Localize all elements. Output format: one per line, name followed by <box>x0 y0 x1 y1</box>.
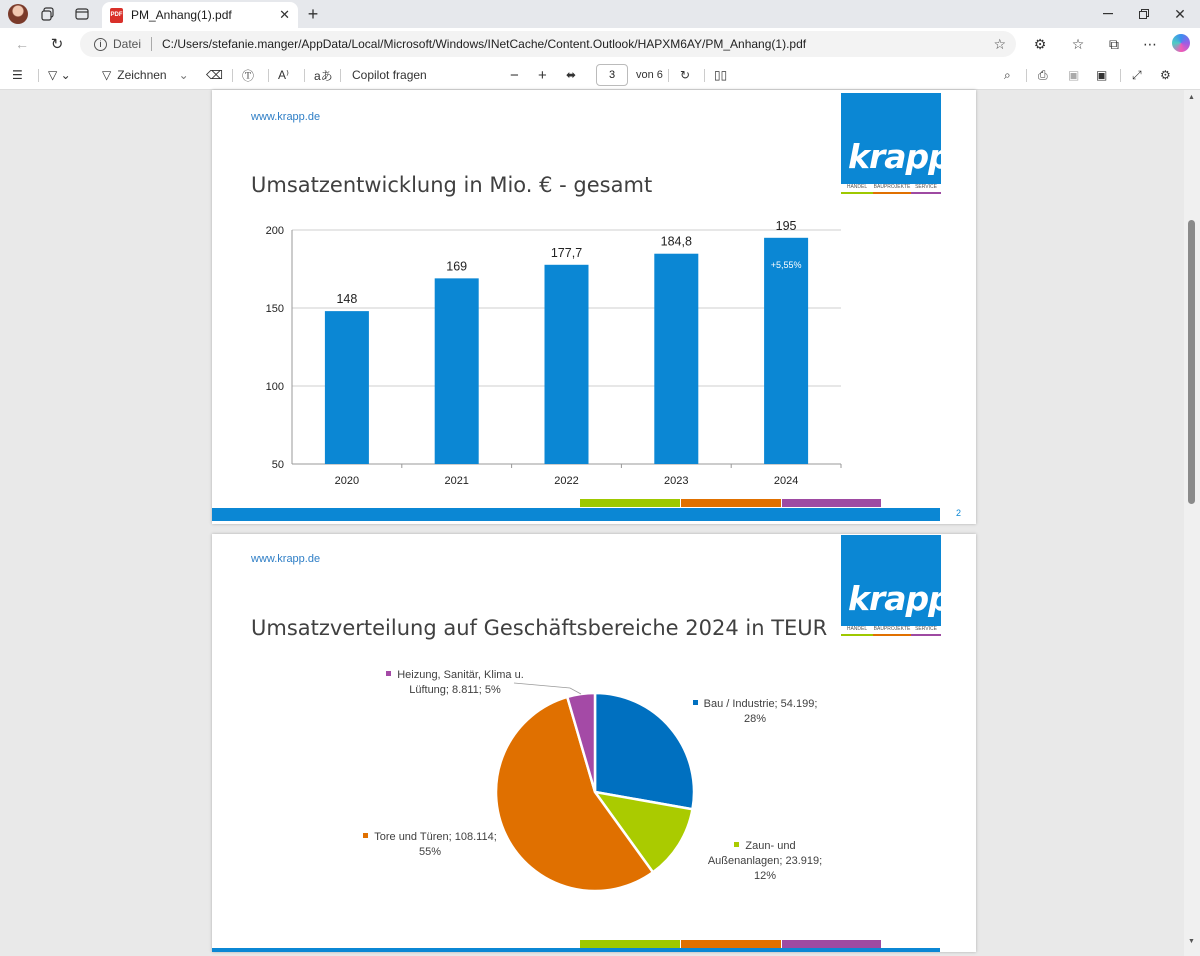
highlight-icon[interactable]: ▽ ⌄ <box>48 68 71 82</box>
footer-bar-orange <box>681 940 781 948</box>
tab-strip <box>0 0 1200 28</box>
refresh-icon[interactable]: ↻ <box>50 36 64 53</box>
slide-title: Umsatzverteilung auf Geschäftsbereiche 2024 in TEUR <box>251 616 828 640</box>
krapp-logo <box>841 93 951 196</box>
tab-pdf[interactable] <box>102 2 298 28</box>
pdf-page-3 <box>212 534 976 952</box>
address-bar[interactable] <box>80 31 1016 57</box>
pdf-toolbar <box>0 60 1200 90</box>
favorite-star-icon[interactable]: ☆ <box>993 35 1006 52</box>
tab-actions-icon[interactable] <box>74 6 90 22</box>
y-tick-label: 150 <box>265 303 284 315</box>
settings-gear-icon[interactable]: ⚙ <box>1160 68 1171 82</box>
rotate-icon[interactable]: ↻ <box>680 68 691 82</box>
bar-value-label: 195 <box>775 218 797 233</box>
address-prefix: Datei <box>113 37 142 51</box>
save-as-icon[interactable]: ▣ <box>1096 68 1108 82</box>
page-view-icon[interactable]: ▯▯ <box>714 68 728 82</box>
minimize-icon[interactable] <box>1100 6 1116 22</box>
collections-icon[interactable]: ⧉ <box>1109 35 1119 52</box>
search-icon[interactable]: ⌕ <box>1004 67 1011 82</box>
page-total: von 6 <box>636 69 663 81</box>
pie-label-heizung: Heizung, Sanitär, Klima u. Lüftung; 8.811; 5% <box>360 668 550 698</box>
logo-tag-handel: HANDEL <box>841 184 873 196</box>
logo-tag-service: SERVICE <box>911 184 941 196</box>
new-tab-icon[interactable]: + <box>307 3 319 24</box>
footer-bar-green <box>580 940 680 948</box>
footer-bar-purple <box>782 940 881 948</box>
footer-bar-orange <box>681 499 781 507</box>
page-number-input[interactable]: 3 <box>596 64 628 86</box>
extensions-icon[interactable]: ⚙ <box>1033 35 1047 52</box>
pie-label-tore: Tore und Türen; 108.114; 55% <box>340 830 520 860</box>
url-text[interactable]: C:/Users/stefanie.manger/AppData/Local/Microsoft/Windows/INetCache/Content.Outlook/HAPXM6AY/PM_Anhang(1).pdf <box>162 37 807 51</box>
zoom-out-icon[interactable]: − <box>510 66 519 84</box>
footer-bar-purple <box>782 499 881 507</box>
logo-tagline <box>841 184 941 196</box>
pie-label-bau-industrie: Bau / Industrie; 54.199; 28% <box>680 697 830 727</box>
logo-tag-bauprojekte: BAUPROJEKTE <box>873 626 911 638</box>
bar-value-label: 169 <box>446 259 468 274</box>
bar-2023 <box>654 254 698 464</box>
profile-avatar[interactable] <box>8 4 28 24</box>
close-window-icon[interactable]: ✕ <box>1174 5 1186 22</box>
slide-title: Umsatzentwicklung in Mio. € - gesamt <box>251 173 653 197</box>
revenue-bar-chart <box>212 210 976 500</box>
bar-2022 <box>545 265 589 464</box>
navigation-bar <box>0 28 1200 60</box>
read-aloud-icon[interactable]: A⁾ <box>278 68 289 82</box>
save-icon[interactable]: ▣ <box>1068 68 1080 82</box>
footer-bar-blue <box>212 948 940 952</box>
favorites-icon[interactable]: ☆ <box>1071 35 1085 52</box>
copilot-ask-button[interactable]: Copilot fragen <box>352 68 427 82</box>
restore-icon[interactable] <box>1136 6 1152 22</box>
scroll-thumb[interactable] <box>1188 220 1195 504</box>
draw-icon: ▽ <box>102 68 112 82</box>
scroll-up-icon[interactable]: ▲ <box>1188 94 1195 101</box>
bar-value-label: 148 <box>336 292 358 307</box>
logo-tag-service: SERVICE <box>911 626 941 638</box>
page-number: 2 <box>956 508 962 518</box>
bar-2020 <box>325 311 369 464</box>
bar-value-label: 177,7 <box>550 245 583 260</box>
add-text-icon[interactable]: Ⓣ <box>242 68 255 83</box>
growth-annotation: +5,55% <box>770 259 802 270</box>
print-icon[interactable]: ⎙ <box>1038 67 1048 82</box>
y-tick-label: 50 <box>271 459 284 471</box>
revenue-pie-chart <box>212 534 976 952</box>
close-tab-icon[interactable]: ✕ <box>279 7 290 22</box>
copilot-icon[interactable] <box>1172 34 1190 52</box>
website-link[interactable]: www.krapp.de <box>251 553 321 565</box>
footer-bar-blue <box>212 508 940 521</box>
fullscreen-icon[interactable]: ⤢ <box>1132 67 1142 82</box>
x-tick-label: 2022 <box>554 475 579 487</box>
scroll-down-icon[interactable]: ▼ <box>1188 938 1195 945</box>
workspaces-icon[interactable] <box>40 6 56 22</box>
zoom-in-icon[interactable]: + <box>538 66 547 84</box>
vertical-scrollbar[interactable] <box>1184 90 1200 956</box>
pie-label-zaun: Zaun- und Außenanlagen; 23.919; 12% <box>707 840 823 882</box>
logo-tag-bauprojekte: BAUPROJEKTE <box>873 184 911 196</box>
x-tick-label: 2021 <box>444 475 469 487</box>
address-separator <box>151 37 152 51</box>
y-tick-label: 100 <box>265 381 284 393</box>
tab-title: PM_Anhang(1).pdf <box>131 8 232 22</box>
bar-value-label: 184,8 <box>660 234 692 249</box>
info-icon[interactable]: i <box>94 38 107 51</box>
contents-list-icon[interactable]: ☰ <box>12 68 23 82</box>
eraser-icon[interactable]: ⌫ <box>206 68 223 82</box>
footer-bar-green <box>580 499 680 507</box>
pdf-page-2 <box>212 90 976 524</box>
logo-wordmark: krapp <box>848 579 951 618</box>
bar-2024 <box>764 238 808 464</box>
fit-width-icon[interactable]: ⬌ <box>566 68 577 82</box>
draw-button[interactable] <box>102 60 189 90</box>
logo-tag-handel: HANDEL <box>841 626 873 638</box>
x-tick-label: 2020 <box>334 475 360 487</box>
website-link[interactable]: www.krapp.de <box>251 111 321 123</box>
draw-label: Zeichnen <box>117 68 167 82</box>
x-tick-label: 2024 <box>773 475 799 487</box>
y-tick-label: 200 <box>265 225 284 237</box>
more-menu-icon[interactable]: ⋯ <box>1143 35 1157 52</box>
back-arrow-icon[interactable]: ← <box>15 36 29 52</box>
translate-icon[interactable]: aあ <box>314 68 333 83</box>
bar-2021 <box>435 278 479 464</box>
x-tick-label: 2023 <box>664 475 689 487</box>
chevron-down-icon: ⌄ <box>178 68 189 82</box>
logo-wordmark: krapp <box>848 137 951 176</box>
pdf-file-icon: PDF <box>110 8 123 23</box>
